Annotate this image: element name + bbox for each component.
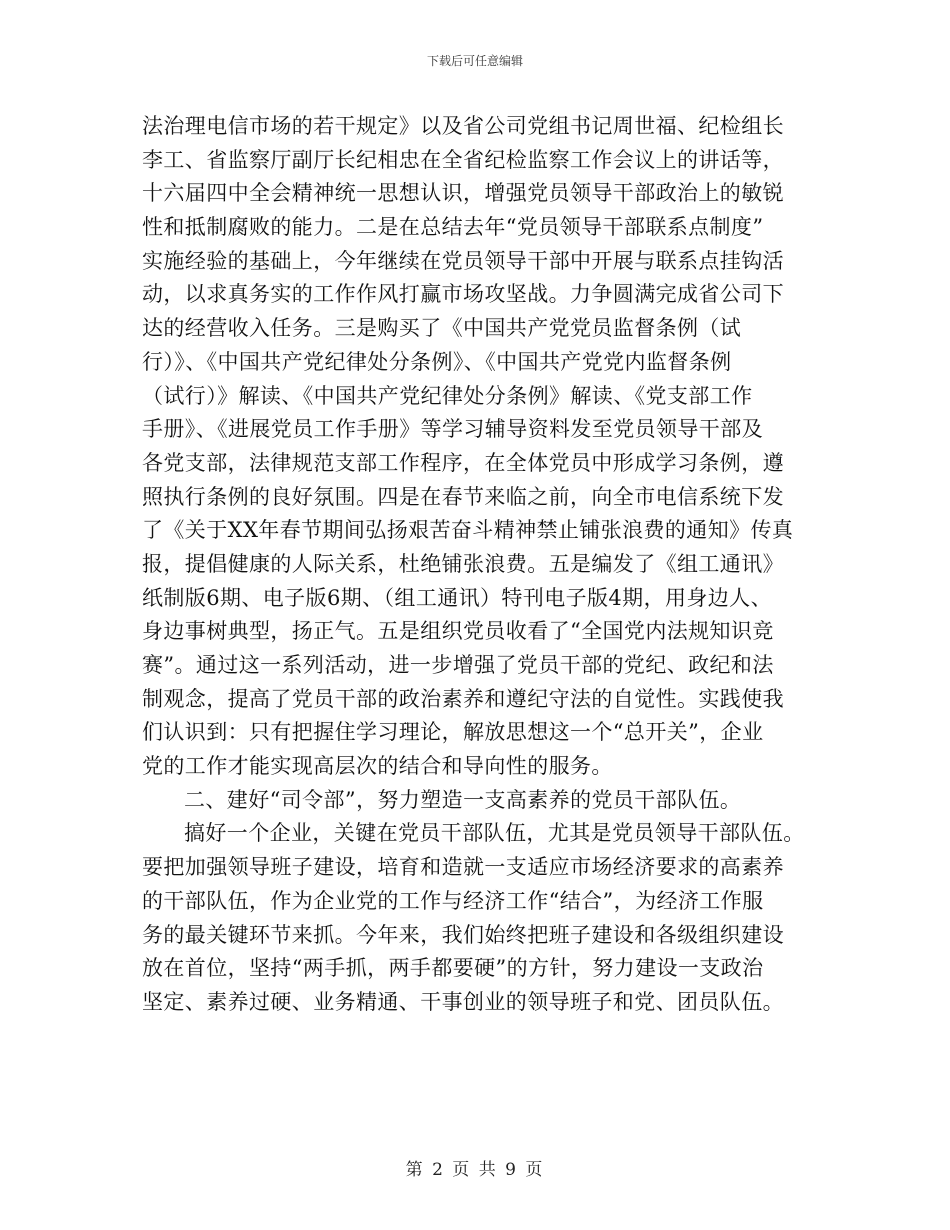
page-header-note: 下载后可任意编辑: [426, 54, 523, 68]
body-line: 法治理电信市场的若干规定》以及省公司党组书记周世福、纪检组长: [142, 114, 784, 138]
body-line: 达的经营收入任务。三是购买了《中国共产党党员监督条例（试: [142, 316, 742, 341]
body-line: 性和抵制腐败的能力。二是在总结去年“党员领导干部联系点制度”: [142, 215, 764, 240]
body-line: 李工、省监察厅副厅长纪相忠在全省纪检监察工作会议上的讲话等，: [142, 147, 784, 172]
body-line: （试行）》解读、《中国共产党纪律处分条例》解读、《党支部工作: [142, 383, 753, 408]
body-line: 搞好一个企业，关键在党员干部队伍，尤其是党员领导干部队伍。: [184, 821, 805, 846]
body-line: 照执行条例的良好氛围。四是在春节来临之前，向全市电信系统下发: [142, 484, 784, 509]
body-line: 行）》、《中国共产党纪律处分条例》、《中国共产党党内监督条例: [142, 349, 732, 374]
body-line: 坚定、素养过硬、业务精通、干事创业的领导班子和党、团员队伍。: [142, 989, 784, 1014]
body-line: 制观念，提高了党员干部的政治素养和遵纪守法的自觉性。实践使我: [142, 686, 784, 711]
page-number: 第 2 页 共 9 页: [405, 1160, 545, 1180]
body-line: 了《关于XX年春节期间弘扬艰苦奋斗精神禁止铺张浪费的通知》传真: [142, 518, 794, 543]
document-body: [142, 110, 812, 1020]
body-line: 放在首位，坚持“两手抓，两手都要硬”的方针，努力建设一支政治: [142, 956, 764, 981]
body-line: 的干部队伍，作为企业党的工作与经济工作“结合”，为经济工作服: [142, 888, 764, 913]
body-line: 纸制版6期、电子版6期、（组工通讯）特刊电子版4期，用身边人、: [142, 585, 772, 610]
body-line: 务的最关键环节来抓。今年来，我们始终把班子建设和各级组织建设: [142, 922, 784, 947]
body-line: 手册》、《进展党员工作手册》等学习辅导资料发至党员领导干部及: [142, 417, 763, 442]
body-line: 实施经验的基础上，今年继续在党员领导干部中开展与联系点挂钩活: [142, 248, 784, 273]
body-line: 赛”。通过这一系列活动，进一步增强了党员干部的党纪、政纪和法: [142, 653, 774, 677]
body-line: 各党支部，法律规范支部工作程序，在全体党员中形成学习条例，遵: [142, 450, 784, 475]
body-line: 们认识到：只有把握住学习理论，解放思想这一个“总开关”，企业: [142, 720, 764, 745]
body-line: 报，提倡健康的人际关系，杜绝铺张浪费。五是编发了《组工通讯》: [142, 551, 784, 576]
body-line: 身边事树典型，扬正气。五是组织党员收看了“全国党内法规知识竞: [142, 619, 774, 644]
section-heading: 二、建好“司令部”，努力塑造一支高素养的党员干部队伍。: [184, 787, 742, 812]
body-line: 十六届四中全会精神统一思想认识，增强党员领导干部政治上的敏锐: [142, 181, 784, 206]
body-line: 动，以求真务实的工作作风打赢市场攻坚战。力争圆满完成省公司下: [142, 282, 784, 307]
body-line: 要把加强领导班子建设，培育和造就一支适应市场经济要求的高素养: [142, 855, 784, 880]
body-line: 党的工作才能实现高层次的结合和导向性的服务。: [142, 754, 613, 779]
